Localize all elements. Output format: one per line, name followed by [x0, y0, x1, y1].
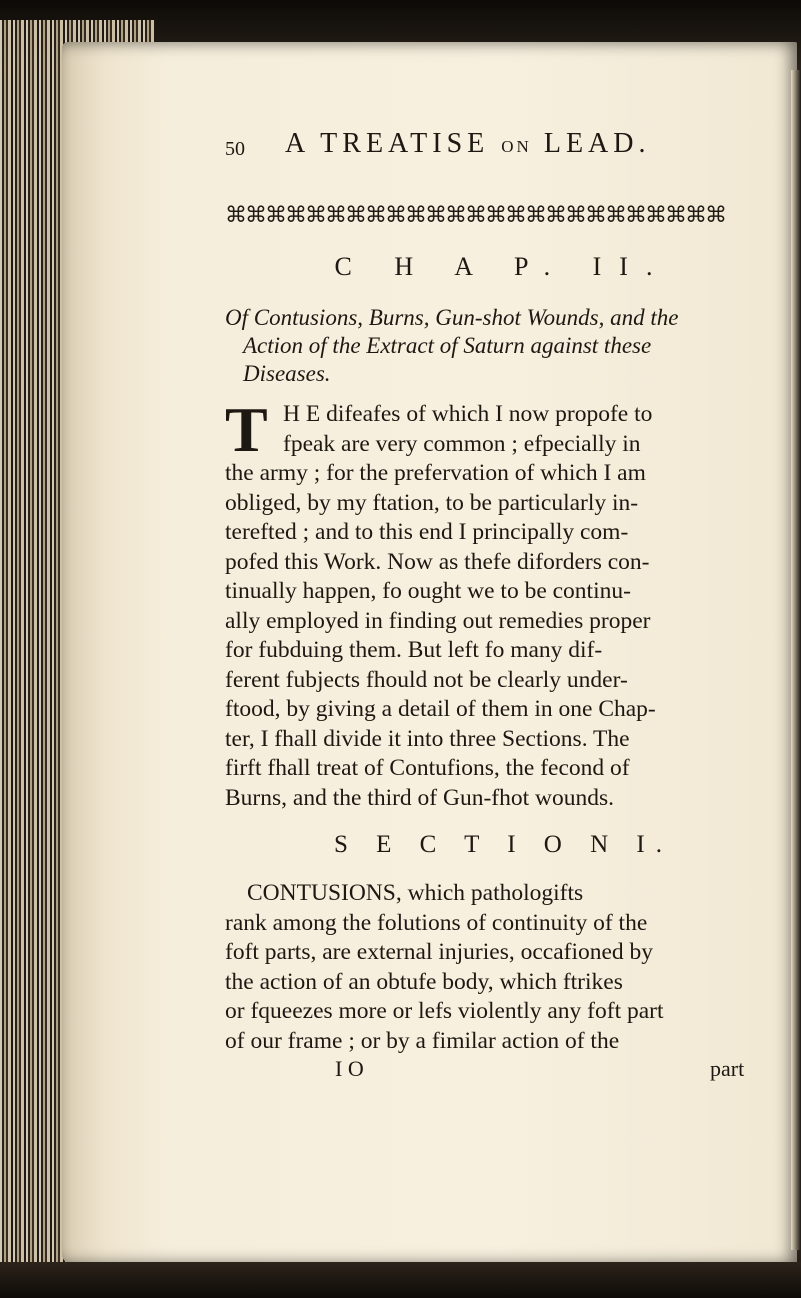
page-right-edge	[791, 70, 801, 1250]
section-paragraph	[225, 879, 770, 1056]
text-line: H E difeafes of which I now propofe to	[283, 401, 653, 427]
text-line: the action of an obtufe body, which ftrikes	[225, 968, 623, 995]
chapter-subtitle	[225, 304, 770, 388]
book-bottom-shadow	[0, 1262, 801, 1298]
text-line: ally employed in finding out remedies proper	[225, 607, 651, 634]
page-footer	[225, 1056, 770, 1086]
chapter-subtitle-line: Of Contusions, Burns, Gun-shot Wounds, and the	[225, 305, 679, 330]
running-title-part-1: A TREATISE	[285, 128, 490, 159]
page-number: 50	[225, 138, 245, 160]
text-line: CONTUSIONS, which pathologifts	[247, 880, 584, 906]
text-line: ftood, by giving a detail of them in one Chap-	[225, 696, 656, 722]
text-line: obliged, by my ftation, to be particularly in-	[225, 489, 639, 516]
text-line: foft parts, are external injuries, occafioned by	[225, 939, 654, 965]
page-content	[225, 128, 770, 1086]
running-title-on: ON	[501, 137, 532, 156]
running-header	[225, 128, 770, 168]
text-line: terefted ; and to this end I principally com-	[225, 519, 629, 545]
text-line: ferent fubjects fhould not be clearly under-	[225, 666, 628, 693]
chapter-subtitle-line: Diseases.	[243, 361, 331, 386]
text-line: tinually happen, fo ought we to be continu-	[225, 578, 631, 604]
catchword: part	[710, 1056, 745, 1081]
text-line: the army ; for the prefervation of which I am	[225, 460, 646, 486]
text-line: rank among the folutions of continuity of the	[225, 909, 648, 936]
text-line: pofed this Work. Now as thefe diforders con-	[225, 548, 650, 575]
text-line: or fqueezes more or lefs violently any foft part	[225, 998, 664, 1024]
signature-mark: I O	[335, 1056, 364, 1081]
text-line: firft fhall treat of Contufions, the fecond of	[225, 755, 630, 781]
chapter-title: C H A P. II.	[334, 252, 671, 281]
text-line: fpeak are very common ; efpecially in	[283, 430, 641, 457]
text-line: for fubduing them. But left fo many dif-	[225, 637, 603, 663]
text-line: of our frame ; or by a fimilar action of the	[225, 1027, 620, 1054]
text-line: ter, I fhall divide it into three Sections. The	[225, 725, 630, 752]
ornament-rule: ⌘⌘⌘⌘⌘⌘⌘⌘⌘⌘⌘⌘⌘⌘⌘⌘⌘⌘⌘⌘⌘⌘⌘⌘⌘	[225, 202, 725, 227]
running-title-part-2: LEAD.	[543, 128, 651, 159]
intro-paragraph	[225, 394, 770, 813]
text-line: Burns, and the third of Gun-fhot wounds.	[225, 784, 615, 811]
chapter-subtitle-line: Action of the Extract of Saturn against these	[243, 333, 652, 358]
drop-cap: T	[225, 394, 268, 465]
section-title: S E C T I O N I.	[334, 831, 673, 858]
running-title	[285, 128, 651, 160]
